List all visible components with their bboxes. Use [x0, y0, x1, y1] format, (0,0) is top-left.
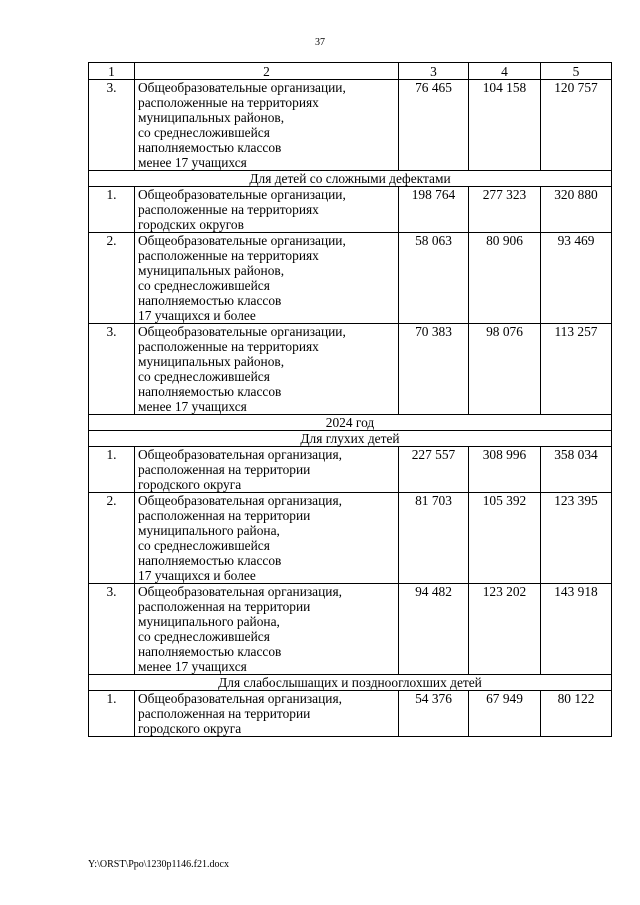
value-col-4: 308 996 [469, 447, 541, 493]
section-heading: Для детей со сложными дефектами [89, 171, 612, 187]
value-col-3: 227 557 [399, 447, 469, 493]
header-cell: 5 [541, 63, 612, 80]
value-col-4: 80 906 [469, 233, 541, 324]
section-heading: 2024 год [89, 415, 612, 431]
value-col-5: 358 034 [541, 447, 612, 493]
header-cell: 4 [469, 63, 541, 80]
value-col-4: 105 392 [469, 493, 541, 584]
organization-description: Общеобразовательная организация, расположенная на территории муниципального района, со среднесложившейся наполняемостью классов менее 17 учащихся [135, 584, 399, 675]
header-cell: 3 [399, 63, 469, 80]
value-col-4: 67 949 [469, 691, 541, 737]
row-number: 2. [89, 233, 135, 324]
value-col-3: 76 465 [399, 80, 469, 171]
organization-description: Общеобразовательные организации, расположенные на территориях муниципальных районов, со среднесложившейся наполняемостью классов 17 учащихся и более [135, 233, 399, 324]
section-heading-row [89, 431, 612, 447]
header-cell: 1 [89, 63, 135, 80]
value-col-3: 198 764 [399, 187, 469, 233]
value-col-5: 320 880 [541, 187, 612, 233]
value-col-5: 120 757 [541, 80, 612, 171]
table-row [89, 233, 612, 324]
row-number: 2. [89, 493, 135, 584]
row-number: 3. [89, 324, 135, 415]
table-row [89, 324, 612, 415]
row-number: 1. [89, 187, 135, 233]
document-table [88, 62, 612, 737]
value-col-3: 94 482 [399, 584, 469, 675]
value-col-5: 143 918 [541, 584, 612, 675]
value-col-3: 81 703 [399, 493, 469, 584]
row-number: 1. [89, 447, 135, 493]
value-col-5: 80 122 [541, 691, 612, 737]
file-path-footer: Y:\ORST\Ppo\1230p1146.f21.docx [88, 859, 229, 870]
value-col-5: 93 469 [541, 233, 612, 324]
value-col-5: 113 257 [541, 324, 612, 415]
organization-description: Общеобразовательная организация, расположенная на территории муниципального района, со среднесложившейся наполняемостью классов 17 учащихся и более [135, 493, 399, 584]
section-heading-row [89, 171, 612, 187]
section-heading: Для глухих детей [89, 431, 612, 447]
value-col-3: 70 383 [399, 324, 469, 415]
organization-description: Общеобразовательная организация, расположенная на территории городского округа [135, 447, 399, 493]
section-heading: Для слабослышащих и позднооглохших детей [89, 675, 612, 691]
organization-description: Общеобразовательные организации, расположенные на территориях городских округов [135, 187, 399, 233]
value-col-3: 54 376 [399, 691, 469, 737]
row-number: 1. [89, 691, 135, 737]
row-number: 3. [89, 80, 135, 171]
table-header-row [89, 63, 612, 80]
section-heading-row [89, 675, 612, 691]
table-row [89, 447, 612, 493]
table-row [89, 691, 612, 737]
value-col-3: 58 063 [399, 233, 469, 324]
value-col-4: 123 202 [469, 584, 541, 675]
value-col-4: 277 323 [469, 187, 541, 233]
value-col-5: 123 395 [541, 493, 612, 584]
value-col-4: 104 158 [469, 80, 541, 171]
value-col-4: 98 076 [469, 324, 541, 415]
organization-description: Общеобразовательные организации, расположенные на территориях муниципальных районов, со среднесложившейся наполняемостью классов менее 17 учащихся [135, 324, 399, 415]
table-row [89, 80, 612, 171]
table-row [89, 493, 612, 584]
page-number: 37 [315, 37, 325, 48]
row-number: 3. [89, 584, 135, 675]
section-heading-row [89, 415, 612, 431]
table-row [89, 584, 612, 675]
organization-description: Общеобразовательные организации, расположенные на территориях муниципальных районов, со среднесложившейся наполняемостью классов менее 17 учащихся [135, 80, 399, 171]
organization-description: Общеобразовательная организация, расположенная на территории городского округа [135, 691, 399, 737]
header-cell: 2 [135, 63, 399, 80]
table-row [89, 187, 612, 233]
